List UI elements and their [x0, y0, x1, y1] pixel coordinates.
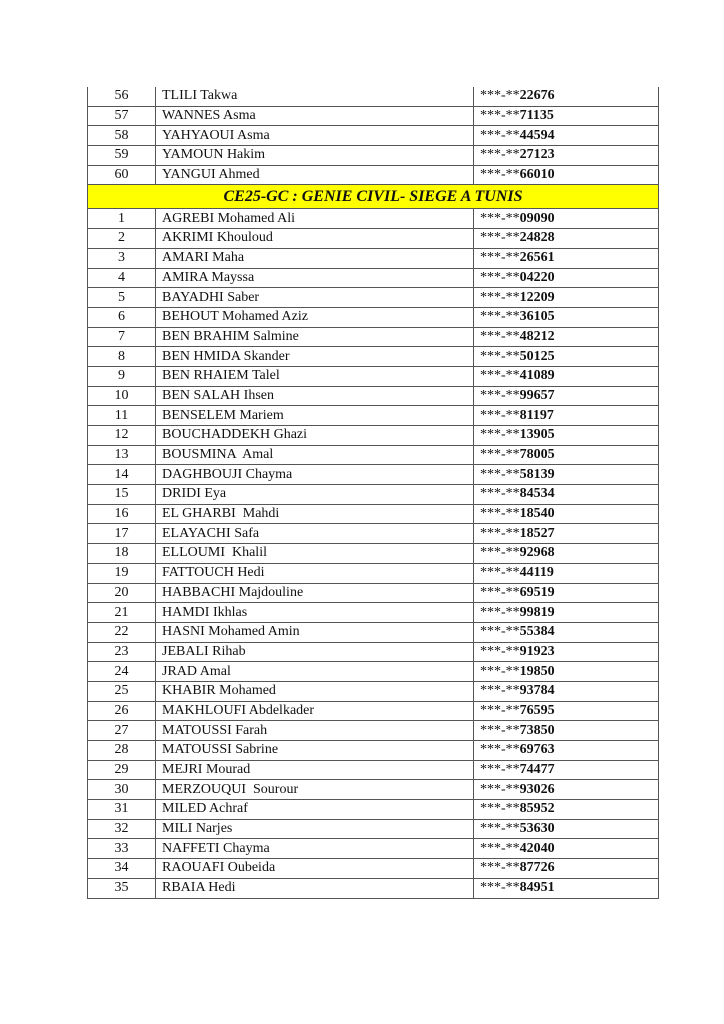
candidate-name: JRAD Amal — [156, 662, 474, 682]
table-row — [88, 504, 659, 524]
id-mask: ***-** — [480, 250, 520, 266]
table-row — [88, 268, 659, 288]
candidate-name: RBAIA Hedi — [156, 878, 474, 898]
id-suffix: 55384 — [519, 624, 555, 640]
id-mask: ***-** — [480, 801, 520, 817]
table-row — [88, 445, 659, 465]
masked-id — [474, 366, 659, 386]
table-row — [88, 327, 659, 347]
id-mask: ***-** — [480, 108, 520, 124]
row-number: 7 — [88, 327, 156, 347]
id-mask: ***-** — [480, 722, 520, 738]
candidate-name: AKRIMI Khouloud — [156, 229, 474, 249]
id-mask: ***-** — [480, 624, 520, 640]
id-mask: ***-** — [480, 387, 520, 403]
table-row — [88, 583, 659, 603]
candidate-name: FATTOUCH Hedi — [156, 563, 474, 583]
row-number: 20 — [88, 583, 156, 603]
section-title: CE25-GC : GENIE CIVIL- SIEGE A TUNIS — [88, 185, 659, 209]
masked-id — [474, 485, 659, 505]
masked-id — [474, 859, 659, 879]
id-mask: ***-** — [480, 604, 520, 620]
id-suffix: 42040 — [519, 840, 555, 856]
id-suffix: 93026 — [519, 781, 555, 797]
candidate-name: ELLOUMI Khalil — [156, 544, 474, 564]
table-row — [88, 426, 659, 446]
candidate-name: AMARI Maha — [156, 248, 474, 268]
candidate-name: YAMOUN Hakim — [156, 146, 474, 166]
row-number: 10 — [88, 386, 156, 406]
candidate-name: TLILI Takwa — [156, 87, 474, 106]
table-row — [88, 126, 659, 146]
row-number: 23 — [88, 642, 156, 662]
masked-id — [474, 504, 659, 524]
id-suffix: 87726 — [519, 860, 555, 876]
row-number: 15 — [88, 485, 156, 505]
candidate-name: MILED Achraf — [156, 800, 474, 820]
id-suffix: 44119 — [519, 565, 554, 581]
id-suffix: 04220 — [519, 269, 555, 285]
table-row — [88, 524, 659, 544]
candidate-name: DRIDI Eya — [156, 485, 474, 505]
table-row — [88, 780, 659, 800]
id-suffix: 99819 — [519, 604, 555, 620]
id-mask: ***-** — [480, 762, 520, 778]
id-mask: ***-** — [480, 328, 520, 344]
row-number: 26 — [88, 701, 156, 721]
candidate-name: MILI Narjes — [156, 819, 474, 839]
row-number: 4 — [88, 268, 156, 288]
id-mask: ***-** — [480, 427, 520, 443]
candidate-name: BEN HMIDA Skander — [156, 347, 474, 367]
row-number: 22 — [88, 622, 156, 642]
row-number: 24 — [88, 662, 156, 682]
id-suffix: 78005 — [519, 447, 555, 463]
masked-id — [474, 642, 659, 662]
id-mask: ***-** — [480, 309, 520, 325]
row-number: 19 — [88, 563, 156, 583]
masked-id — [474, 268, 659, 288]
id-suffix: 71135 — [519, 108, 554, 124]
id-suffix: 36105 — [519, 309, 555, 325]
masked-id — [474, 721, 659, 741]
masked-id — [474, 662, 659, 682]
id-suffix: 22676 — [519, 88, 555, 104]
table-row — [88, 146, 659, 166]
row-number: 32 — [88, 819, 156, 839]
table-row — [88, 485, 659, 505]
table-row — [88, 859, 659, 879]
id-mask: ***-** — [480, 127, 520, 143]
row-number: 1 — [88, 209, 156, 229]
masked-id — [474, 741, 659, 761]
masked-id — [474, 524, 659, 544]
masked-id — [474, 426, 659, 446]
candidate-name: BOUCHADDEKH Ghazi — [156, 426, 474, 446]
id-mask: ***-** — [480, 486, 520, 502]
id-mask: ***-** — [480, 269, 520, 285]
row-number: 30 — [88, 780, 156, 800]
candidate-name: YAHYAOUI Asma — [156, 126, 474, 146]
id-mask: ***-** — [480, 407, 520, 423]
row-number: 21 — [88, 603, 156, 623]
row-number: 60 — [88, 165, 156, 185]
id-mask: ***-** — [480, 88, 520, 104]
id-suffix: 92968 — [519, 545, 555, 561]
id-suffix: 09090 — [519, 210, 555, 226]
row-number: 9 — [88, 366, 156, 386]
id-mask: ***-** — [480, 584, 520, 600]
table-row — [88, 878, 659, 898]
candidate-name: AGREBI Mohamed Ali — [156, 209, 474, 229]
masked-id — [474, 386, 659, 406]
candidate-name: BEN SALAH Ihsen — [156, 386, 474, 406]
candidate-name: DAGHBOUJI Chayma — [156, 465, 474, 485]
id-mask: ***-** — [480, 506, 520, 522]
table-row — [88, 386, 659, 406]
row-number: 29 — [88, 760, 156, 780]
masked-id — [474, 347, 659, 367]
id-suffix: 73850 — [519, 722, 555, 738]
id-mask: ***-** — [480, 466, 520, 482]
id-mask: ***-** — [480, 525, 520, 541]
row-number: 35 — [88, 878, 156, 898]
id-mask: ***-** — [480, 230, 520, 246]
table-row — [88, 701, 659, 721]
table-row — [88, 839, 659, 859]
id-mask: ***-** — [480, 643, 520, 659]
row-number: 17 — [88, 524, 156, 544]
id-suffix: 76595 — [519, 702, 555, 718]
candidate-name: HASNI Mohamed Amin — [156, 622, 474, 642]
candidate-name: JEBALI Rihab — [156, 642, 474, 662]
id-suffix: 24828 — [519, 230, 555, 246]
row-number: 33 — [88, 839, 156, 859]
masked-id — [474, 819, 659, 839]
id-suffix: 13905 — [519, 427, 555, 443]
id-suffix: 58139 — [519, 466, 555, 482]
id-suffix: 84534 — [519, 486, 555, 502]
row-number: 2 — [88, 229, 156, 249]
id-suffix: 66010 — [519, 167, 555, 183]
id-suffix: 26561 — [519, 250, 555, 266]
row-number: 18 — [88, 544, 156, 564]
row-number: 59 — [88, 146, 156, 166]
id-mask: ***-** — [480, 860, 520, 876]
id-mask: ***-** — [480, 167, 520, 183]
id-suffix: 84951 — [519, 880, 555, 896]
id-mask: ***-** — [480, 545, 520, 561]
table-row — [88, 229, 659, 249]
candidate-name: MATOUSSI Farah — [156, 721, 474, 741]
id-suffix: 69763 — [519, 742, 555, 758]
masked-id — [474, 701, 659, 721]
id-suffix: 53630 — [519, 821, 555, 837]
id-mask: ***-** — [480, 565, 520, 581]
masked-id — [474, 878, 659, 898]
table-row — [88, 544, 659, 564]
masked-id — [474, 760, 659, 780]
candidate-name: BEHOUT Mohamed Aziz — [156, 307, 474, 327]
candidate-name: NAFFETI Chayma — [156, 839, 474, 859]
masked-id — [474, 563, 659, 583]
row-number: 58 — [88, 126, 156, 146]
row-number: 8 — [88, 347, 156, 367]
id-mask: ***-** — [480, 880, 520, 896]
masked-id — [474, 209, 659, 229]
table-row — [88, 642, 659, 662]
table-row — [88, 87, 659, 106]
id-mask: ***-** — [480, 821, 520, 837]
row-number: 14 — [88, 465, 156, 485]
candidate-name: KHABIR Mohamed — [156, 681, 474, 701]
candidate-name: YANGUI Ahmed — [156, 165, 474, 185]
id-suffix: 48212 — [519, 328, 555, 344]
id-suffix: 44594 — [519, 127, 555, 143]
id-mask: ***-** — [480, 781, 520, 797]
masked-id — [474, 622, 659, 642]
masked-id — [474, 544, 659, 564]
table-row — [88, 347, 659, 367]
id-mask: ***-** — [480, 368, 520, 384]
masked-id — [474, 229, 659, 249]
masked-id — [474, 445, 659, 465]
masked-id — [474, 327, 659, 347]
table-row — [88, 819, 659, 839]
candidate-name: BOUSMINA Amal — [156, 445, 474, 465]
masked-id — [474, 165, 659, 185]
id-mask: ***-** — [480, 663, 520, 679]
masked-id — [474, 465, 659, 485]
candidate-name: MERZOUQUI Sourour — [156, 780, 474, 800]
id-suffix: 50125 — [519, 348, 555, 364]
masked-id — [474, 800, 659, 820]
table-row — [88, 406, 659, 426]
id-mask: ***-** — [480, 348, 520, 364]
candidate-name: EL GHARBI Mahdi — [156, 504, 474, 524]
table-row — [88, 288, 659, 308]
id-mask: ***-** — [480, 289, 520, 305]
candidate-name: AMIRA Mayssa — [156, 268, 474, 288]
table-row — [88, 106, 659, 126]
id-suffix: 81197 — [519, 407, 554, 423]
candidate-table — [87, 87, 659, 899]
candidate-name: WANNES Asma — [156, 106, 474, 126]
table-row — [88, 741, 659, 761]
table-row — [88, 603, 659, 623]
masked-id — [474, 583, 659, 603]
table-row — [88, 209, 659, 229]
masked-id — [474, 603, 659, 623]
row-number: 31 — [88, 800, 156, 820]
id-suffix: 12209 — [519, 289, 555, 305]
row-number: 5 — [88, 288, 156, 308]
table-row — [88, 366, 659, 386]
row-number: 11 — [88, 406, 156, 426]
table-row — [88, 307, 659, 327]
row-number: 27 — [88, 721, 156, 741]
row-number: 3 — [88, 248, 156, 268]
id-mask: ***-** — [480, 447, 520, 463]
candidate-name: BAYADHI Saber — [156, 288, 474, 308]
row-number: 57 — [88, 106, 156, 126]
row-number: 6 — [88, 307, 156, 327]
masked-id — [474, 681, 659, 701]
table-row — [88, 662, 659, 682]
row-number: 28 — [88, 741, 156, 761]
row-number: 25 — [88, 681, 156, 701]
id-mask: ***-** — [480, 840, 520, 856]
candidate-name: RAOUAFI Oubeida — [156, 859, 474, 879]
row-number: 34 — [88, 859, 156, 879]
row-number: 12 — [88, 426, 156, 446]
masked-id — [474, 126, 659, 146]
table-row — [88, 248, 659, 268]
id-suffix: 41089 — [519, 368, 555, 384]
table-row — [88, 681, 659, 701]
candidate-name: BEN BRAHIM Salmine — [156, 327, 474, 347]
id-suffix: 91923 — [519, 643, 555, 659]
id-mask: ***-** — [480, 742, 520, 758]
row-number: 56 — [88, 87, 156, 106]
masked-id — [474, 780, 659, 800]
id-suffix: 18540 — [519, 506, 555, 522]
candidate-name: MEJRI Mourad — [156, 760, 474, 780]
masked-id — [474, 839, 659, 859]
candidate-name: MAKHLOUFI Abdelkader — [156, 701, 474, 721]
table-row — [88, 165, 659, 185]
id-suffix: 19850 — [519, 663, 555, 679]
row-number: 13 — [88, 445, 156, 465]
table-row — [88, 721, 659, 741]
table-row — [88, 622, 659, 642]
table-row — [88, 760, 659, 780]
id-mask: ***-** — [480, 210, 520, 226]
id-suffix: 93784 — [519, 683, 555, 699]
candidate-name: BEN RHAIEM Talel — [156, 366, 474, 386]
masked-id — [474, 106, 659, 126]
id-suffix: 18527 — [519, 525, 555, 541]
masked-id — [474, 87, 659, 106]
masked-id — [474, 288, 659, 308]
table-row — [88, 465, 659, 485]
candidate-name: BENSELEM Mariem — [156, 406, 474, 426]
masked-id — [474, 406, 659, 426]
candidate-name: ELAYACHI Safa — [156, 524, 474, 544]
id-suffix: 85952 — [519, 801, 555, 817]
id-mask: ***-** — [480, 683, 520, 699]
masked-id — [474, 307, 659, 327]
id-suffix: 27123 — [519, 147, 555, 163]
row-number: 16 — [88, 504, 156, 524]
candidate-name: HABBACHI Majdouline — [156, 583, 474, 603]
candidate-name: MATOUSSI Sabrine — [156, 741, 474, 761]
id-mask: ***-** — [480, 147, 520, 163]
table-row — [88, 800, 659, 820]
masked-id — [474, 146, 659, 166]
candidate-name: HAMDI Ikhlas — [156, 603, 474, 623]
id-suffix: 99657 — [519, 387, 555, 403]
section-header-row — [88, 185, 659, 209]
masked-id — [474, 248, 659, 268]
table-row — [88, 563, 659, 583]
id-suffix: 69519 — [519, 584, 555, 600]
id-suffix: 74477 — [519, 762, 555, 778]
id-mask: ***-** — [480, 702, 520, 718]
